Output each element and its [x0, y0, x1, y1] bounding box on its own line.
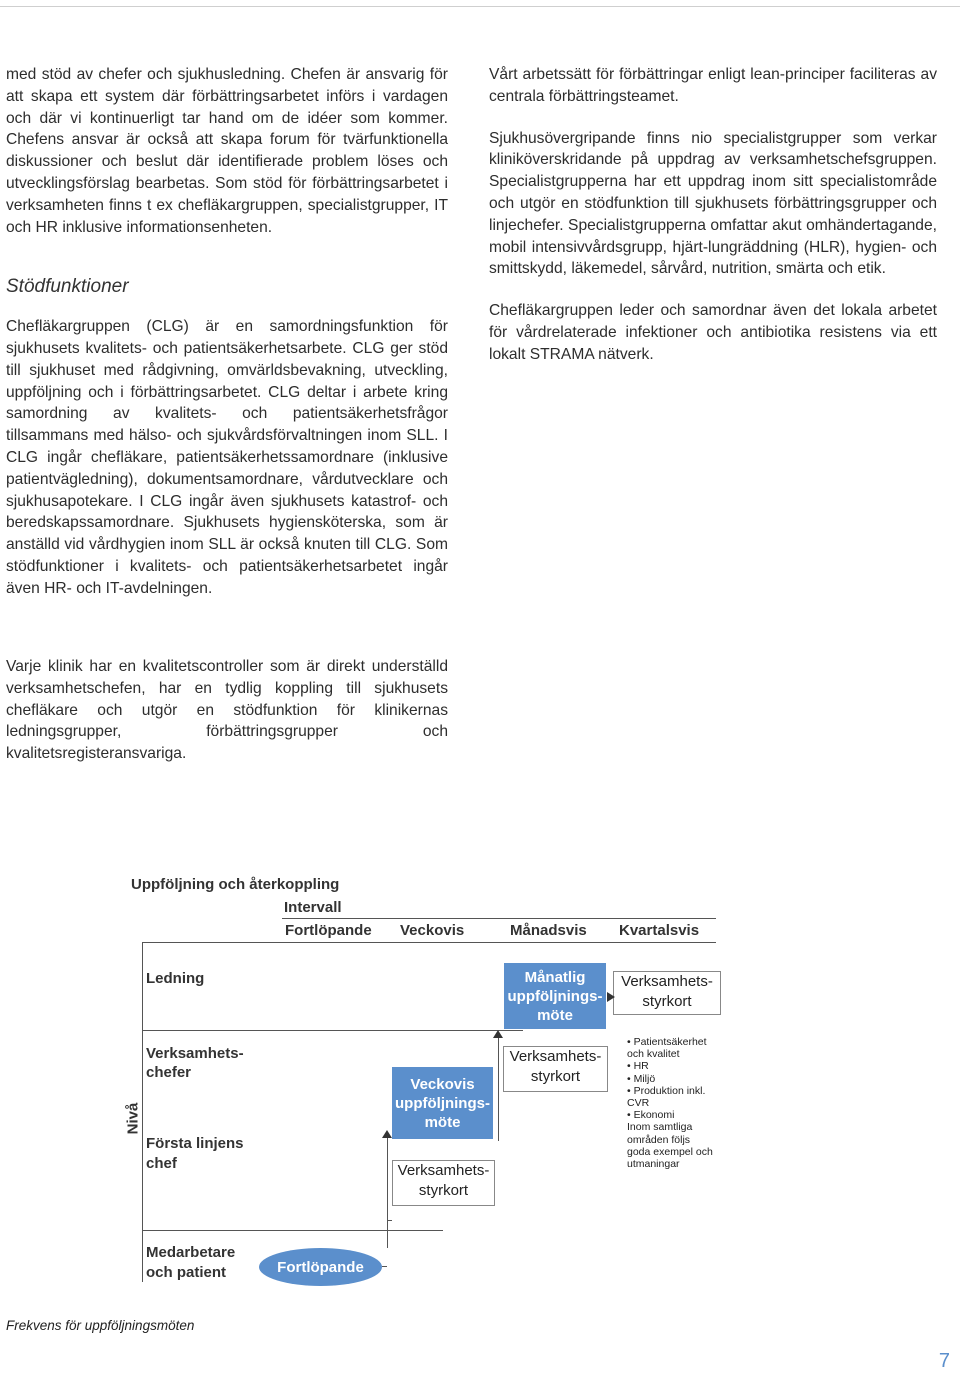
level-rule-1 [143, 1030, 523, 1031]
arrow-up-monthly [493, 1030, 503, 1038]
scorecard-areas-list [627, 1036, 713, 1170]
level-forsta-linjens-1: Första linjens [146, 1135, 244, 1152]
arrow-up-weekly [382, 1130, 392, 1138]
bullet-item: • Miljö [627, 1072, 656, 1085]
bullet-item: områden följs [627, 1133, 691, 1146]
level-medarbetare-2: och patient [146, 1264, 227, 1281]
left-para-1: med stöd av chefer och sjukhusledning. Chefen är ansvarig för att skapa ett system där förbättringsarbetet införs i vardagen och där vi kontinuerligt tar hand om de idéer som kommer. Chefens ansvar är också att skapa forum för tvärfunktionella diskussioner och beslut där identifierade problem löses och utvecklingsförslag bearbetas. Som stöd för förbättringsarbetet i verksamheten finns t ex chefläkargruppen, specialistgrupper, IT och HR inklusive informationsenheten. [6, 66, 448, 236]
right-para-3: Chefläkargruppen leder och samordnar även det lokala arbetet för vårdrelaterade infektioner och antibiotika resistens via ett lokalt STRAMA nätverk. [489, 302, 937, 363]
subheading-stodfunktioner: Stödfunktioner [6, 276, 129, 298]
top-rule [0, 6, 960, 7]
interval-rule [282, 918, 716, 919]
left-column [6, 64, 448, 620]
scorecard-weekly-line-1: Verksamhets- [397, 1162, 490, 1179]
weekly-line-3: möte [424, 1113, 461, 1131]
interval-fortlopande: Fortlöpande [285, 922, 372, 939]
level-forsta-linjens-2: chef [146, 1155, 177, 1172]
connector-monthly [498, 1036, 499, 1141]
right-column [489, 64, 937, 386]
scorecard-weekly [392, 1160, 495, 1206]
bullet-item: utmaningar [627, 1158, 680, 1171]
level-medarbetare-1: Medarbetare [146, 1244, 236, 1261]
bullet-item: och kvalitet [627, 1048, 680, 1061]
bullet-item: goda exempel och [627, 1145, 713, 1158]
weekly-line-2: uppföljnings- [395, 1094, 490, 1112]
interval-label: Intervall [284, 899, 342, 916]
level-axis [142, 942, 143, 1282]
level-rule-2 [143, 1230, 443, 1231]
connector-ellipse [382, 1266, 387, 1267]
level-verksamhetschefer-1: Verksamhets- [146, 1045, 244, 1062]
diagram-caption: Frekvens för uppföljningsmöten [6, 1318, 195, 1333]
interval-manadsvis: Månadsvis [510, 922, 587, 939]
bullet-item: • HR [627, 1060, 649, 1073]
scorecard-monthly-line-2: styrkort [530, 1068, 581, 1085]
level-ledning: Ledning [146, 970, 205, 987]
monthly-line-3: möte [537, 1006, 573, 1024]
monthly-meeting-box [504, 963, 606, 1029]
bullet-item: • Produktion inkl. [627, 1084, 706, 1097]
bullet-item: • Patientsäkerhet [627, 1036, 707, 1048]
scorecard-monthly [503, 1046, 608, 1092]
left-para-2: Chefläkargruppen (CLG) är en samordningsfunktion för sjukhusets kvalitets- och patientsäkerhetsarbete. CLG ger stöd till sjukhuset med rådgivning, omvärldsbevakning, utveckling, uppföljning och i förbättringsarbetet. CLG deltar i arbete kring samordning av kvalitets- och patientsäkerhetsfrågor tillsammans med hälso- och sjukvårdsförvaltningen inom SLL. I CLG ingår chefläkare, patientsäkerhetssamordnare (inklusive patientvägledning), dokumentsamordnare, vårdutvecklare och sjukhusapotekare. I CLG ingår även sjukhusets katastrof- och beredskapssamordnare. Sjukhusets hygiensköterska, som är anställd vid vårdhygien inom SLL är också knuten till CLG. Som stödfunktioner i kvalitets- och patientsäkerhetsarbetet ingår även HR- och IT-avdelningen. [6, 318, 448, 597]
scorecard-top-line-2: styrkort [642, 993, 692, 1010]
bullet-item: CVR [627, 1097, 650, 1110]
connector-weekly [387, 1138, 388, 1248]
right-para-1: Vårt arbetssätt för förbättringar enligt lean-principer faciliteras av centrala förbättringsteamet. [489, 66, 937, 105]
scorecard-weekly-line-2: styrkort [418, 1182, 469, 1199]
diagram-title: Uppföljning och återkoppling [131, 876, 340, 893]
right-para-2: Sjukhusövergripande finns nio specialistgrupper som verkar kliniköverskridande på uppdrag av verksamhetschefsgruppen. Specialistgrupperna har ett uppdrag inom sitt specialistområde och utgör en stödfunktion till sjukhusets förbättringsgrupper och linjechefer. Specialistgrupperna omfattar akut omhändertagande, mobil intensivvårdsgrupp, hjärt-lungräddning (HLR), hygien- och smittskydd, läkemedel, sårvård, nutrition, smärta och etik. [489, 129, 937, 278]
monthly-line-1: Månatlig [524, 968, 586, 986]
scorecard-top-line-1: Verksamhets- [621, 973, 713, 990]
interval-veckovis: Veckovis [400, 922, 465, 939]
scorecard-monthly-line-1: Verksamhets- [509, 1048, 602, 1065]
weekly-meeting-box [392, 1067, 493, 1139]
left-para-3: Varje klinik har en kvalitetscontroller som är direkt underställd verksamhetschefen, har en tydlig koppling till sjukhusets chefläkare och utgör en stödfunktion för klinikernas ledningsgrupper, förbättringsgrupper och kvalitetsregisteransvariga. [6, 658, 448, 763]
scorecard-top [613, 971, 721, 1015]
interval-kvartalsvis: Kvartalsvis [619, 922, 700, 939]
page-number: 7 [938, 1350, 950, 1372]
weekly-line-1: Veckovis [410, 1075, 475, 1093]
continuous-ellipse: Fortlöpande [259, 1248, 382, 1286]
connector-weekly-h [387, 1220, 392, 1221]
monthly-line-2: uppföljnings- [507, 987, 603, 1005]
bullet-item: • Ekonomi [627, 1109, 675, 1122]
bullet-item: Inom samtliga [627, 1121, 693, 1134]
axis-label-niva: Nivå [124, 1102, 142, 1135]
arrow-right-monthly [607, 992, 615, 1002]
level-verksamhetschefer-2: chefer [146, 1064, 192, 1081]
header-rule [143, 942, 716, 943]
